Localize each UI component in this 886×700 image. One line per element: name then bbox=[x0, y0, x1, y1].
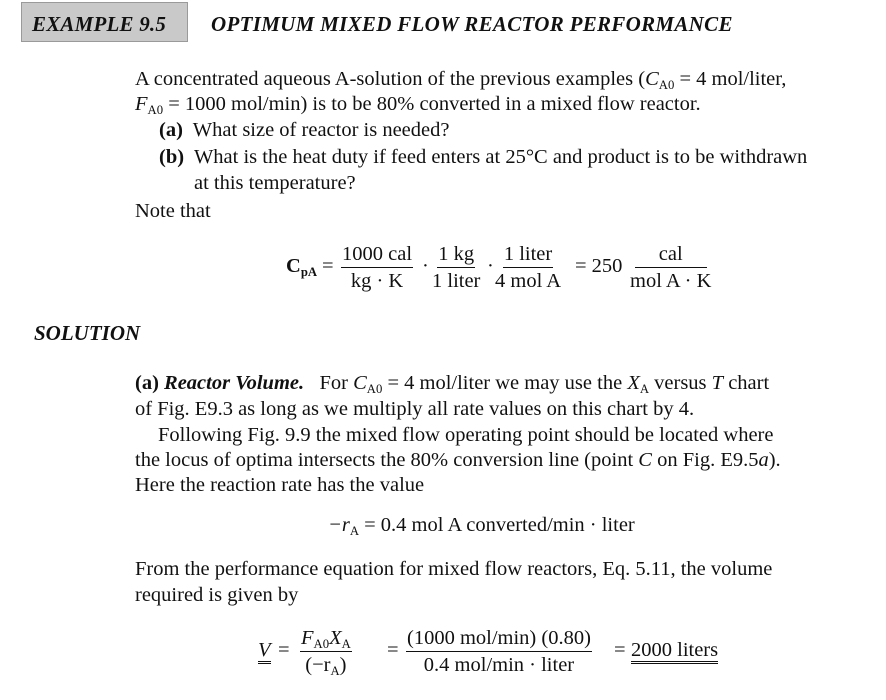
volume-frac-2 bbox=[406, 626, 592, 677]
solution-heading: SOLUTION bbox=[34, 321, 141, 345]
note-that: Note that bbox=[135, 200, 211, 222]
solution-para-2-line-1: Following Fig. 9.9 the mixed flow operating point should be located where bbox=[158, 424, 774, 446]
solution-para-2-line-2: the locus of optima intersects the 80% conversion line (point C on Fig. E9.5a). bbox=[135, 449, 781, 471]
solution-para-1-line-2: of Fig. E9.3 as long as we multiply all rate values on this chart by 4. bbox=[135, 398, 695, 420]
problem-line-2: $F_{A0} = 1000$ mol/min) is to be 80% converted in a mixed flow reactor. bbox=[135, 93, 701, 118]
frac-denominator: kg · K bbox=[350, 270, 404, 292]
solution-para-1-line-1: (a) Reactor Volume. For $C_{A0} = 4$ mol/liter we may use the $X_A$ versus T chart bbox=[135, 372, 770, 397]
frac-denominator: 1 liter bbox=[432, 270, 481, 292]
frac-denominator: $(-r_A)$ bbox=[305, 654, 347, 679]
example-label: EXAMPLE 9.5 bbox=[32, 12, 167, 36]
frac-numerator: 1000 cal bbox=[341, 242, 413, 268]
volume-equals-1: = bbox=[278, 639, 290, 661]
part-b: (b) What is the heat duty if feed enters at 25°C and product is to be withdrawn bbox=[159, 146, 808, 168]
frac-denominator: 4 mol A bbox=[495, 270, 562, 292]
frac-numerator: $F_{A0}X_A$ bbox=[301, 627, 351, 652]
volume-equals-2: = bbox=[387, 639, 399, 661]
cp-frac-1 bbox=[341, 242, 413, 293]
frac-denominator: mol A · K bbox=[630, 270, 712, 292]
solution-para-3-line-2: required is given by bbox=[135, 584, 299, 606]
frac-numerator: cal bbox=[635, 242, 707, 268]
cp-equals: = bbox=[322, 255, 334, 277]
solution-para-3-line-1: From the performance equation for mixed flow reactors, Eq. 5.11, the volume bbox=[135, 558, 773, 580]
example-title: OPTIMUM MIXED FLOW REACTOR PERFORMANCE bbox=[211, 12, 733, 36]
cp-lhs: $C_{pA}$ bbox=[286, 255, 318, 280]
frac-numerator: 1 kg bbox=[437, 242, 475, 268]
rate-equation: $-r_A = 0.4$ mol A converted/min · liter bbox=[328, 514, 635, 539]
cp-frac-3 bbox=[495, 242, 561, 293]
frac-denominator: 0.4 mol/min · liter bbox=[423, 654, 575, 676]
frac-numerator: 1 liter bbox=[503, 242, 553, 268]
cp-equals-250: = 250 bbox=[575, 255, 623, 277]
part-b-cont: at this temperature? bbox=[194, 172, 356, 194]
cp-dot-2: · bbox=[487, 255, 494, 277]
cp-frac-4 bbox=[630, 242, 711, 293]
cp-dot-1: · bbox=[422, 255, 429, 277]
volume-result: 2000 liters bbox=[631, 638, 718, 662]
frac-numerator: (1000 mol/min) (0.80) bbox=[406, 626, 592, 652]
volume-symbol: V bbox=[258, 638, 271, 662]
solution-para-2-line-3: Here the reaction rate has the value bbox=[135, 474, 425, 496]
problem-line-1: A concentrated aqueous A-solution of the previous examples ($C_{A0} = 4$ mol/liter, bbox=[135, 68, 787, 93]
cp-frac-2 bbox=[432, 242, 480, 293]
volume-equals-3: = bbox=[614, 639, 626, 661]
volume-frac-1 bbox=[300, 626, 352, 677]
part-a: (a) What size of reactor is needed? bbox=[159, 119, 450, 141]
